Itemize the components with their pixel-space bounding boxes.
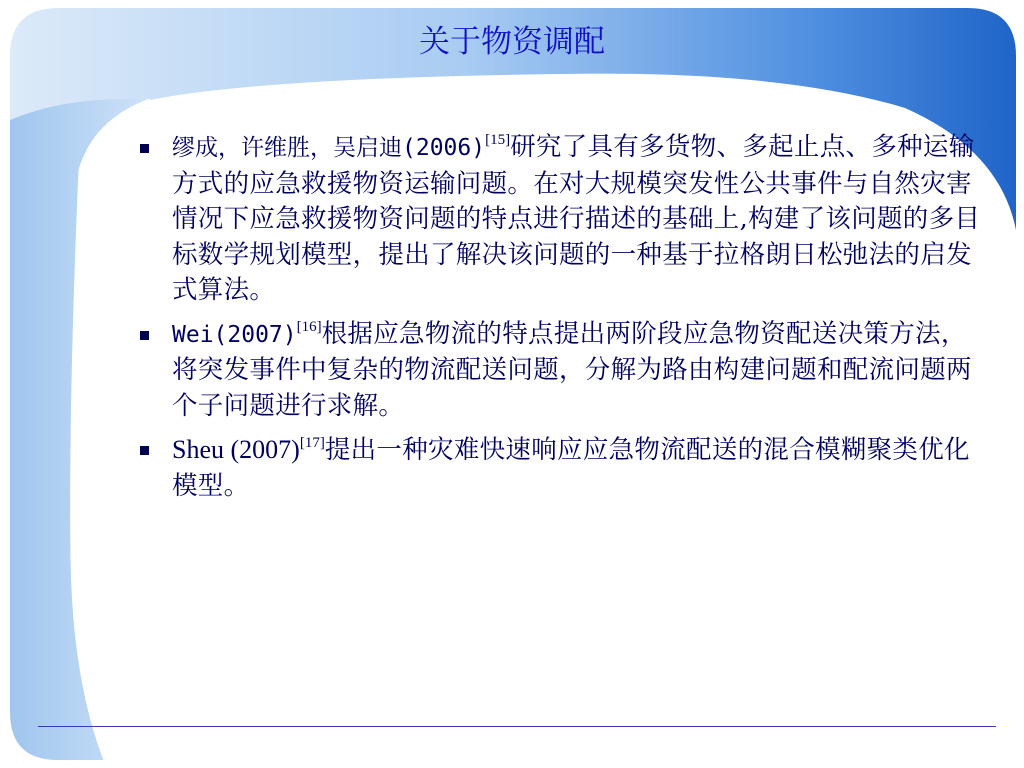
- square-bullet-icon: [140, 331, 149, 340]
- bullet-authors: 缪成，许维胜，吴启迪(2006): [172, 135, 486, 161]
- bullet-authors: Sheu (2007): [172, 435, 300, 464]
- bullet-item: [140, 317, 990, 425]
- bullet-list: [140, 130, 990, 512]
- square-bullet-icon: [140, 144, 149, 153]
- bullet-text: 根据应急物流的特点提出两阶段应急物资配送决策方法，将突发事件中复杂的物流配送问题，分解为路由构建问题和配流问题两个子问题进行求解。: [172, 318, 972, 421]
- slide-title: 关于物资调配: [419, 24, 605, 60]
- bullet-text: 提出一种灾难快速响应应急物流配送的混合模糊聚类优化模型。: [172, 435, 970, 501]
- bullet-item: [140, 432, 990, 504]
- footer-divider: [38, 726, 996, 727]
- bullet-authors: Wei(2007): [172, 321, 297, 348]
- bullet-item: [140, 130, 990, 309]
- bullet-text: 研究了具有多货物、多起止点、多种运输方式的应急救援物资运输问题。在对大规模突发性公共事件与自然灾害情况下应急救援物资问题的特点进行描述的基础上,构建了该问题的多目标数学规划模型，提出了解决该问题的一种基于拉格朗日松弛法的启发式算法。: [172, 132, 981, 305]
- citation-marker: [17]: [299, 435, 325, 451]
- square-bullet-icon: [140, 446, 149, 455]
- citation-marker: [16]: [296, 318, 322, 335]
- citation-marker: [15]: [485, 132, 511, 148]
